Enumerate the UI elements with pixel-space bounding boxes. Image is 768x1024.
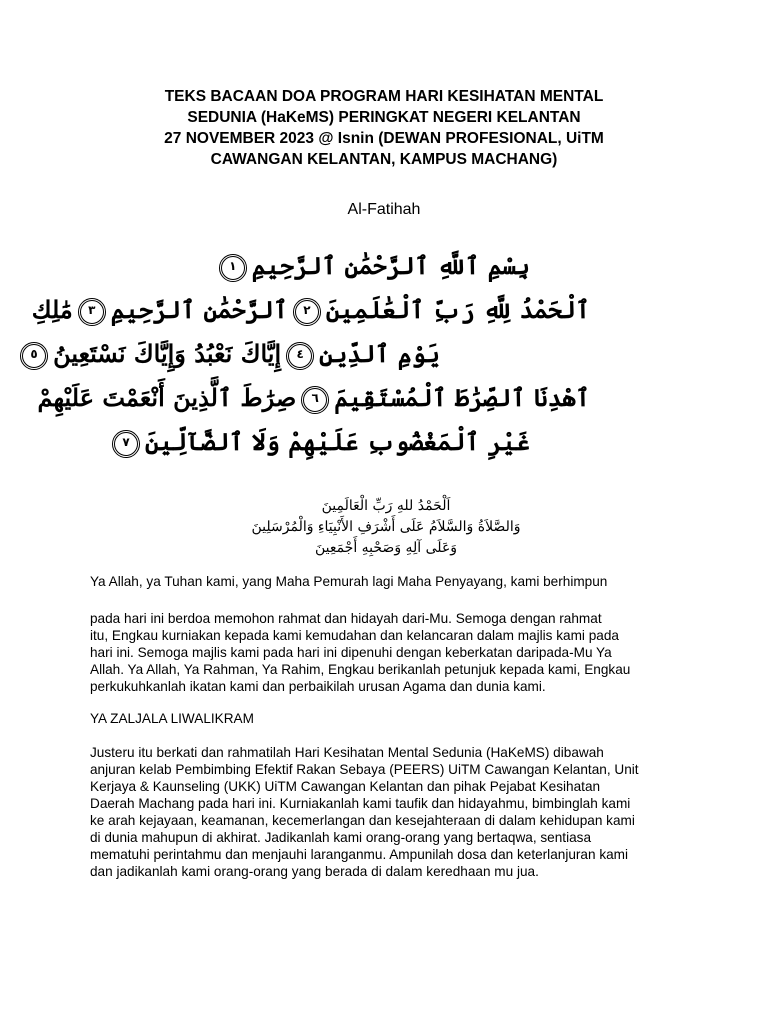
paragraph-line: Daerah Machang pada hari ini. Kurniakanlah kami taufik dan hidayahmu, bimbinglah kami bbox=[90, 796, 631, 811]
paragraph-doa bbox=[90, 610, 680, 695]
ayah-number-marker: ٤ bbox=[286, 342, 314, 370]
paragraph-line: dan jadikanlah kami orang-orang yang berada di dalam keredhaan mu jua. bbox=[90, 864, 539, 879]
fatihah-verse-text: يَوْمِ ٱلدِّينِ bbox=[319, 339, 440, 368]
arabic-opening-doa bbox=[200, 496, 572, 559]
paragraph-line: Ya Allah, ya Tuhan kami, yang Maha Pemurah lagi Maha Penyayang, kami berhimpun bbox=[90, 574, 608, 589]
document-title bbox=[90, 86, 678, 170]
fatihah-line bbox=[38, 382, 591, 414]
paragraph-line: ke arah kejayaan, keamanan, kecemerlangan dan kesejahteraan di dalam kehidupan kami bbox=[90, 813, 635, 828]
fatihah-line bbox=[32, 294, 590, 326]
fatihah-verse-text: مَٰلِكِ bbox=[31, 295, 73, 324]
title-line: CAWANGAN KELANTAN, KAMPUS MACHANG) bbox=[210, 151, 558, 168]
fatihah-verse-text: إِيَّاكَ نَعْبُدُ وَإِيَّاكَ نَسْتَعِينُ bbox=[53, 339, 282, 368]
fatihah-line bbox=[107, 426, 530, 458]
paragraph-line: anjuran kelab Pembimbing Efektif Rakan Sebaya (PEERS) UiTM Cawangan Kelantan, Unit bbox=[90, 762, 639, 777]
ayah-number-marker: ١ bbox=[219, 254, 247, 282]
paragraph-line: hari ini. Semoga majlis kami pada hari ini dipenuhi dengan keberkatan daripada-Mu Ya bbox=[90, 645, 612, 660]
title-line: 27 NOVEMBER 2023 @ Isnin (DEWAN PROFESIONAL, UiTM bbox=[164, 130, 604, 147]
paragraph-line: itu, Engkau kurniakan kepada kami kemudahan dan kelancaran dalam majlis kami pada bbox=[90, 628, 619, 643]
arabic-doa-line: اَلْحَمْدُ للهِ رَبِّ الْعَالَمِينَ bbox=[321, 498, 451, 514]
ayah-number-marker: ٢ bbox=[293, 298, 321, 326]
arabic-doa-line: وَالصَّلاَةُ وَالسَّلاَمُ عَلَى أَشْرَفِ الأَنْبِيَاءِ وَالْمُرْسَلِينَ bbox=[251, 519, 521, 535]
title-line: TEKS BACAAN DOA PROGRAM HARI KESIHATAN MENTAL bbox=[164, 88, 604, 105]
paragraph-line: Kerjaya & Kaunseling (UKK) UiTM Cawangan Kelantan dan pihak Pejabat Kesihatan bbox=[90, 779, 601, 794]
arabic-doa-line: وَعَلَى آلِهِ وَصَحْبِهِ أَجْمَعِينَ bbox=[314, 540, 458, 556]
paragraph-line: YA ZALJALA LIWALIKRAM bbox=[90, 711, 254, 726]
paragraph-opening bbox=[90, 573, 680, 590]
fatihah-verse-text: ٱلرَّحْمَٰنِ ٱلرَّحِيمِ bbox=[110, 295, 288, 324]
ayah-number-marker: ٧ bbox=[112, 430, 140, 458]
title-line: SEDUNIA (HaKeMS) PERINGKAT NEGERI KELANTAN bbox=[187, 109, 581, 126]
paragraph-line: Allah. Ya Allah, Ya Rahman, Ya Rahim, Engkau berikanlah petunjuk kepada kami, Engkau bbox=[90, 662, 631, 677]
fatihah-verse-text: بِسْمِ ٱللَّهِ ٱلرَّحْمَٰنِ ٱلرَّحِيمِ bbox=[251, 251, 530, 280]
paragraph-blessing bbox=[90, 744, 680, 880]
paragraph-line: perkukuhkanlah ikatan kami dan perbaikilah urusan Agama dan dunia kami. bbox=[90, 679, 546, 694]
fatihah-verse-text: غَيْرِ ٱلْمَغْضُوبِ عَلَيْهِمْ وَلَا ٱلضَّآلِّينَ bbox=[145, 427, 530, 456]
ayah-number-marker: ٣ bbox=[78, 298, 106, 326]
ayah-number-marker: ٥ bbox=[20, 342, 48, 370]
surah-heading: Al-Fatihah bbox=[347, 201, 421, 218]
ayah-number-marker: ٦ bbox=[301, 386, 329, 414]
fatihah-verse-text: ٱهْدِنَا ٱلصِّرَٰطَ ٱلْمُسْتَقِيمَ bbox=[334, 383, 590, 412]
paragraph-invocation bbox=[90, 710, 680, 727]
paragraph-line: di dunia mahupun di akhirat. Jadikanlah kami orang-orang yang bertaqwa, sentiasa bbox=[90, 830, 592, 845]
fatihah-line bbox=[214, 250, 530, 282]
paragraph-line: pada hari ini berdoa memohon rahmat dan hidayah dari-Mu. Semoga dengan rahmat bbox=[90, 611, 602, 626]
fatihah-verse-text: صِرَٰطَ ٱلَّذِينَ أَنْعَمْتَ عَلَيْهِمْ bbox=[37, 383, 297, 412]
fatihah-line bbox=[15, 338, 440, 370]
fatihah-verse-text: ٱلْحَمْدُ لِلَّهِ رَبِّ ٱلْعَٰلَمِينَ bbox=[325, 295, 590, 324]
paragraph-line: mematuhi perintahmu dan menjauhi laranganmu. Ampunilah dosa dan keterlanjuran kami bbox=[90, 847, 629, 862]
fatihah-calligraphy bbox=[30, 250, 590, 468]
paragraph-line: Justeru itu berkati dan rahmatilah Hari Kesihatan Mental Sedunia (HaKeMS) dibawah bbox=[90, 745, 604, 760]
